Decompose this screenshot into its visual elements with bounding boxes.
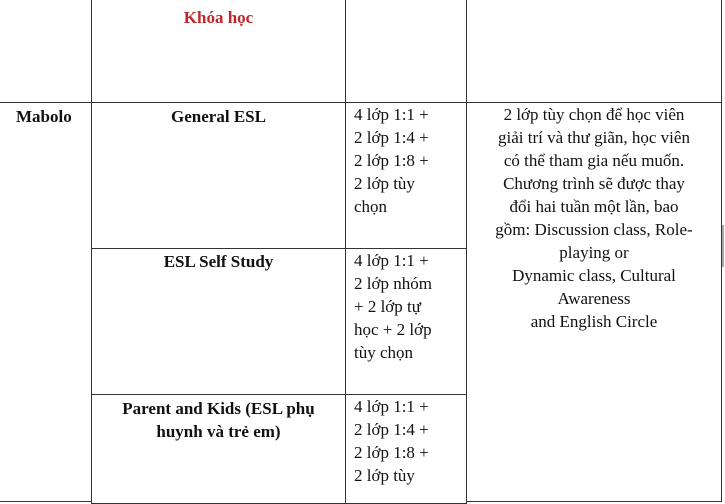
course-cell-esl-self-study — [91, 248, 346, 395]
note-line: playing or — [559, 243, 629, 262]
note-line: gồm: Discussion class, Role- — [495, 220, 693, 239]
schedule-line: 2 lớp tùy — [354, 174, 415, 193]
schedule-line: 4 lớp 1:1 + — [354, 105, 429, 124]
header-schedule-cell — [345, 0, 467, 103]
schedule-line: tùy chọn — [354, 343, 414, 362]
schedule-line: chọn — [354, 197, 388, 216]
note-cell — [466, 102, 722, 502]
schedule-line: 2 lớp 1:8 + — [354, 443, 429, 462]
schedule-line: 2 lớp 1:8 + — [354, 151, 429, 170]
schedule-line: 2 lớp tùy — [354, 466, 415, 485]
note-line: giải trí và thư giãn, học viên — [498, 128, 690, 147]
course-name-line: huynh và trẻ em) — [156, 422, 281, 441]
campus-label: Mabolo — [16, 107, 72, 126]
schedule-cell-parent-kids — [345, 394, 467, 504]
schedule-cell-general-esl — [345, 102, 467, 249]
header-note-cell — [466, 0, 722, 103]
schedule-line: 4 lớp 1:1 + — [354, 251, 429, 270]
schedule-line: học + 2 lớp — [354, 320, 432, 339]
schedule-line: 2 lớp nhóm — [354, 274, 432, 293]
course-name-line: Parent and Kids (ESL phụ — [122, 399, 315, 418]
schedule-line: 4 lớp 1:1 + — [354, 397, 429, 416]
note-line: and English Circle — [530, 312, 658, 331]
course-name: General ESL — [171, 107, 266, 126]
scrollbar-thumb[interactable] — [722, 225, 724, 267]
note-line: đổi hai tuần một lần, bao — [509, 197, 679, 216]
note-line: Chương trình sẽ được thay — [503, 174, 685, 193]
course-name: ESL Self Study — [163, 252, 274, 271]
header-course-cell — [91, 0, 346, 103]
header-course-label: Khóa học — [183, 8, 254, 27]
course-cell-parent-kids — [91, 394, 346, 504]
note-line: có thể tham gia nếu muốn. — [503, 151, 685, 170]
note-line: Dynamic class, Cultural — [512, 266, 676, 285]
schedule-line: 2 lớp 1:4 + — [354, 420, 429, 439]
campus-cell — [0, 102, 92, 502]
header-campus-cell — [0, 0, 92, 103]
course-cell-general-esl — [91, 102, 346, 249]
schedule-line: + 2 lớp tự — [354, 297, 421, 316]
note-line: Awareness — [557, 289, 631, 308]
schedule-cell-esl-self-study — [345, 248, 467, 395]
note-line: 2 lớp tùy chọn để học viên — [503, 105, 685, 124]
schedule-line: 2 lớp 1:4 + — [354, 128, 429, 147]
